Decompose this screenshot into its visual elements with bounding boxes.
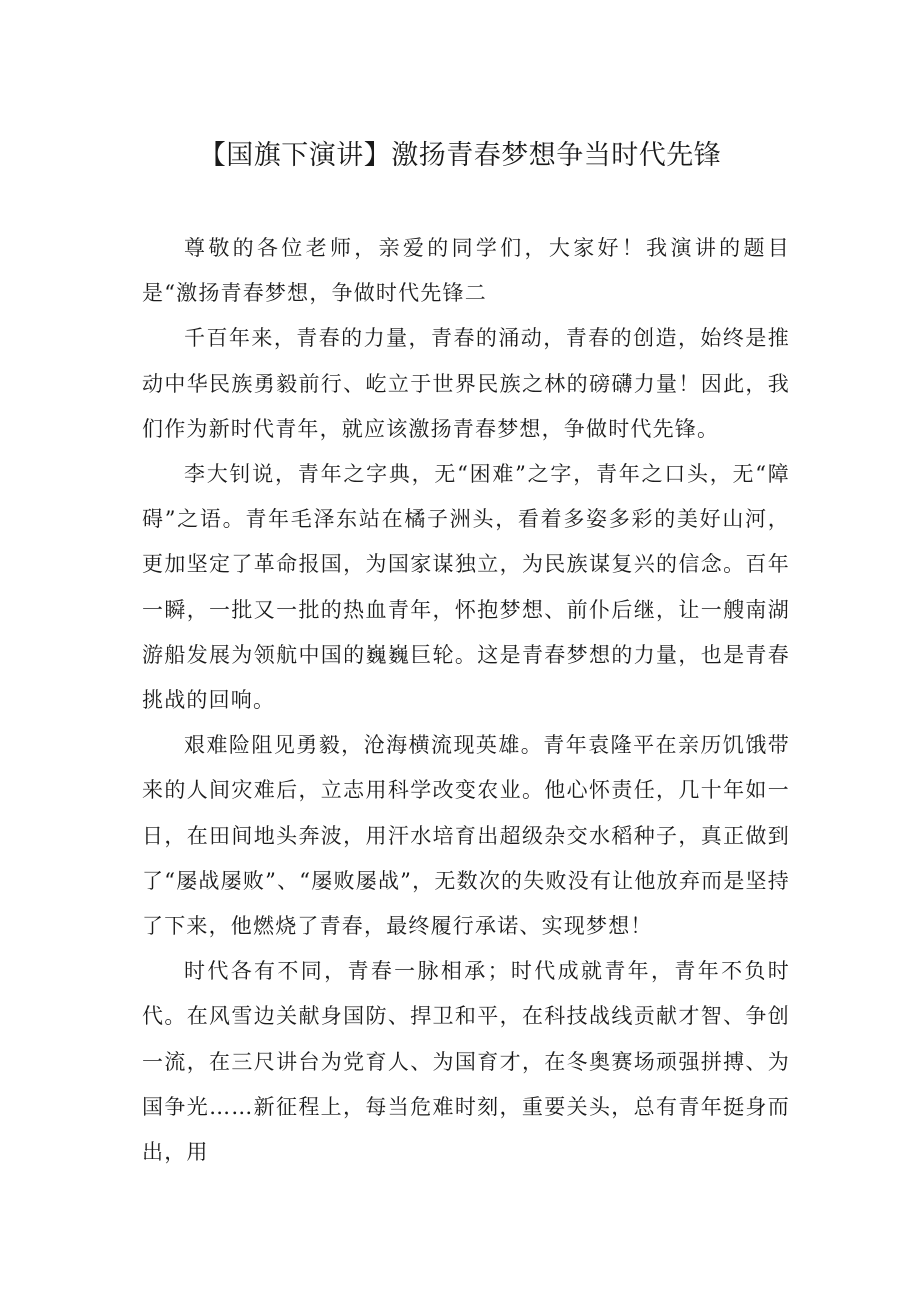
paragraph-new-era: 时代各有不同，青春一脉相承；时代成就青年，青年不负时代。在风雪边关献身国防、捍卫和平，在科技战线贡献才智、争创一流，在三尺讲台为党育人、为国育才，在冬奥赛场顽强拼搏、为国争光……新征程上，每当危难时刻，重要关头，总有青年挺身而出，用 xyxy=(142,959,790,1165)
document-body xyxy=(142,226,790,1175)
page-title: 【国旗下演讲】激扬青春梦想争当时代先锋 xyxy=(198,140,722,171)
paragraph-li-dazhao: 李大钊说，青年之字典，无“困难”之字，青年之口头，无“障碍”之语。青年毛泽东站在橘子洲头，看着多姿多彩的美好山河，更加坚定了革命报国，为国家谋独立，为民族谋复兴的信念。百年一瞬，一批又一批的热血青年，怀抱梦想、前仆后继，让一艘南湖游船发展为领航中国的巍巍巨轮。这是青春梦想的力量，也是青春挑战的回响。 xyxy=(142,462,790,713)
paragraph-yuan-longping: 艰难险阻见勇毅，沧海横流现英雄。青年袁隆平在亲历饥饿带来的人间灾难后，立志用科学改变农业。他心怀责任，几十年如一日，在田间地头奔波，用汗水培育出超级杂交水稻种子，真正做到了“屡战屡败”、“屡败屡战”，无数次的失败没有让他放弃而是坚持了下来，他燃烧了青春，最终履行承诺、实现梦想！ xyxy=(142,733,790,939)
paragraph-greeting: 尊敬的各位老师，亲爱的同学们，大家好！我演讲的题目是“激扬青春梦想，争做时代先锋二 xyxy=(142,236,790,306)
paragraph-youth-power: 千百年来，青春的力量，青春的涌动，青春的创造，始终是推动中华民族勇毅前行、屹立于世界民族之林的磅礴力量！因此，我们作为新时代青年，就应该激扬青春梦想，争做时代先锋。 xyxy=(142,326,790,441)
